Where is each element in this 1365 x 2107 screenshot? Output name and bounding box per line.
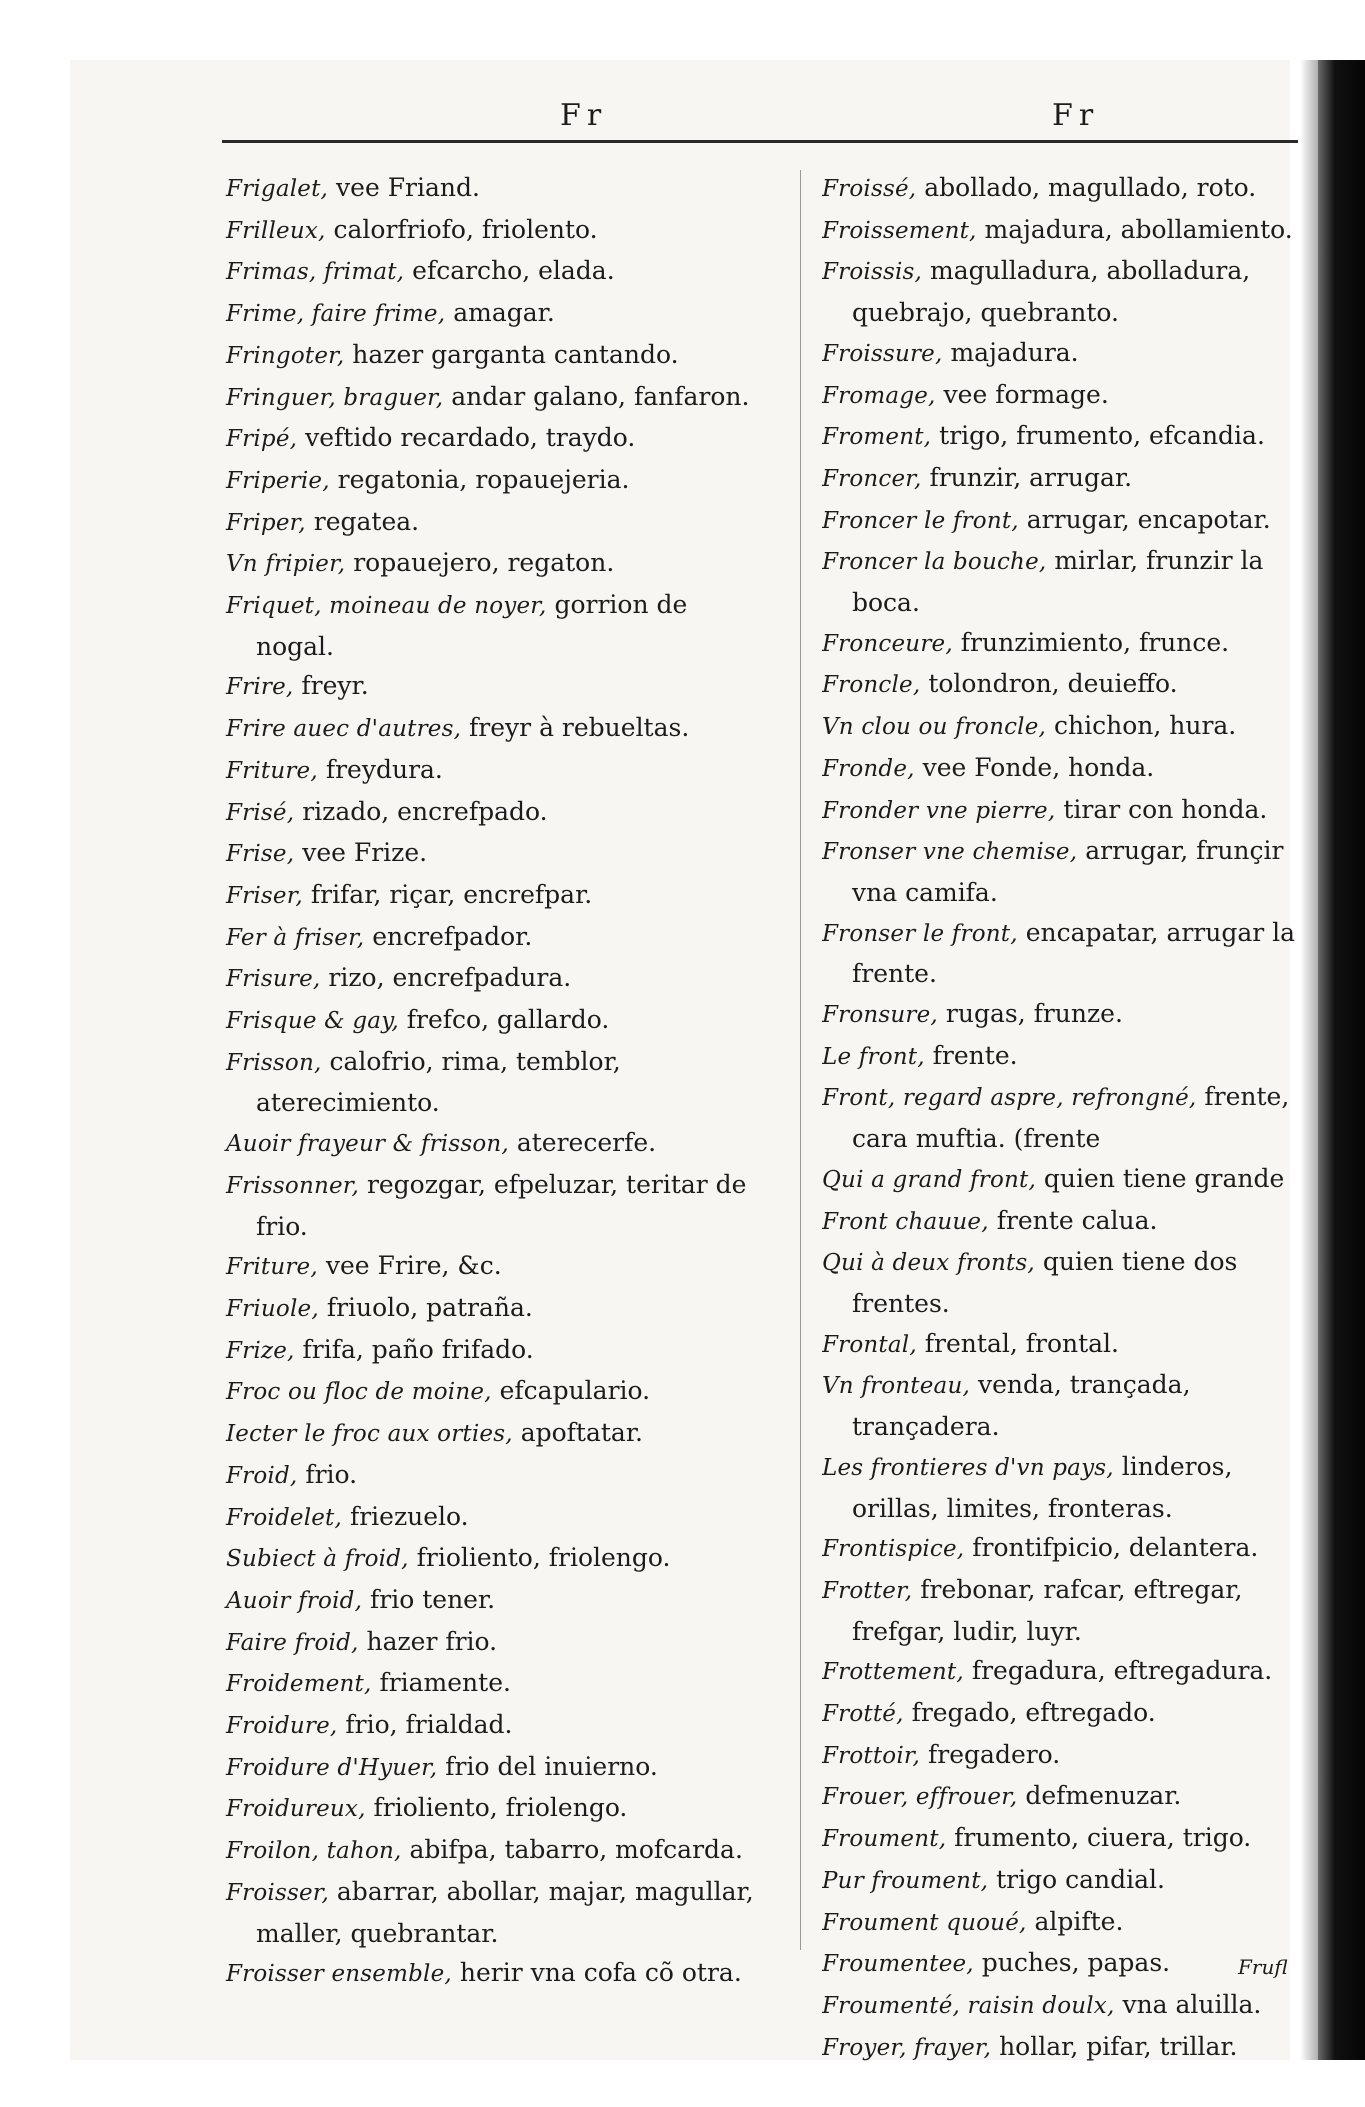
- dictionary-entry: [226, 1246, 771, 1288]
- entry-headword: Frontispice,: [822, 1536, 965, 1563]
- dictionary-entry: [226, 1830, 771, 1872]
- entry-translation: amagar.: [453, 298, 555, 328]
- dictionary-entry: [822, 1201, 1300, 1243]
- dictionary-entry: [822, 1902, 1300, 1944]
- entry-translation: efcapulario.: [499, 1376, 651, 1406]
- dictionary-entry: [822, 210, 1300, 252]
- entry-headword: Froidelet,: [226, 1504, 343, 1531]
- entry-translation: hazer garganta cantando.: [352, 339, 679, 369]
- entry-translation: frente, cara muftia. (frente: [852, 1082, 1290, 1154]
- entry-headword: Froilon, tahon,: [226, 1838, 402, 1865]
- entry-headword: Fripé,: [226, 426, 298, 453]
- entry-translation: rizado, encrefpado.: [302, 796, 548, 826]
- dictionary-entry: [822, 1365, 1300, 1446]
- entry-translation: frio tener.: [370, 1584, 496, 1614]
- entry-headword: Froissé,: [822, 176, 917, 202]
- entry-translation: venda, trançada, trançadera.: [852, 1370, 1191, 1442]
- entry-headword: Froissure,: [822, 340, 943, 367]
- entry-translation: vee formage.: [943, 379, 1109, 409]
- entry-headword: Froissis,: [822, 259, 923, 286]
- entry-headword: Frotter,: [822, 1577, 913, 1604]
- dictionary-entry: [822, 1651, 1300, 1693]
- entry-translation: andar galano, fanfaron.: [451, 381, 750, 411]
- header-rule-right: [818, 140, 1298, 143]
- column-divider: [800, 170, 801, 1950]
- entry-translation: puches, papas.: [981, 1948, 1171, 1978]
- entry-headword: Froid,: [226, 1462, 298, 1489]
- entry-headword: Frire auec d'autres,: [226, 716, 462, 743]
- entry-translation: arrugar, encapotar.: [1026, 504, 1271, 534]
- entry-headword: Frire,: [226, 674, 294, 701]
- dictionary-entry: [226, 210, 771, 252]
- entry-headword: Friperie,: [226, 467, 330, 494]
- dictionary-entry: [822, 416, 1300, 458]
- entry-translation: vee Frire, &c.: [325, 1251, 502, 1281]
- entry-translation: abifpa, tabarro, mofcarda.: [409, 1835, 743, 1865]
- dictionary-entry: [226, 1953, 771, 1995]
- dictionary-entry: [822, 913, 1300, 994]
- dictionary-entry: [226, 1371, 771, 1413]
- entry-translation: friuolo, patraña.: [326, 1292, 533, 1322]
- dictionary-entry: [226, 875, 771, 917]
- entry-headword: Froument quoué,: [822, 1909, 1027, 1936]
- entry-translation: frente.: [932, 1040, 1018, 1070]
- dictionary-entry: [226, 666, 771, 708]
- entry-headword: Fronceure,: [822, 630, 953, 657]
- entry-headword: Vn clou ou froncle,: [822, 714, 1047, 741]
- right-column: [822, 168, 1300, 2068]
- entry-translation: frebonar, rafcar, eftregar, frefgar, ludir, luyr.: [852, 1574, 1243, 1646]
- dictionary-entry: [822, 1985, 1300, 2027]
- entry-translation: ropauejero, regaton.: [353, 548, 615, 578]
- entry-translation: linderos, orillas, limites, fronteras.: [852, 1451, 1233, 1523]
- entry-headword: Fringuer, braguer,: [226, 384, 444, 411]
- dictionary-entry: [226, 917, 771, 959]
- entry-headword: Friser,: [226, 882, 303, 909]
- dictionary-entry: [822, 1324, 1300, 1366]
- entry-translation: calorfriofo, friolento.: [333, 214, 598, 244]
- entry-translation: herir vna cofa cõ otra.: [459, 1958, 742, 1988]
- entry-headword: Froidureux,: [226, 1796, 366, 1823]
- entry-headword: Iecter le froc aux orties,: [226, 1421, 513, 1448]
- entry-translation: apoftatar.: [520, 1418, 643, 1448]
- entry-translation: regatonia, ropauejeria.: [337, 464, 630, 494]
- entry-translation: friezuelo.: [349, 1501, 469, 1531]
- entry-translation: vna aluilla.: [1122, 1989, 1262, 2019]
- entry-headword: Qui à deux fronts,: [822, 1250, 1035, 1277]
- dictionary-entry: [822, 168, 1300, 210]
- dictionary-entry: [822, 1693, 1300, 1735]
- entry-translation: veftido recardado, traydo.: [305, 423, 636, 453]
- dictionary-entry: [822, 1447, 1300, 1528]
- entry-translation: vee Fonde, honda.: [922, 752, 1155, 782]
- dictionary-entry: [822, 1735, 1300, 1777]
- entry-translation: frunzimiento, frunce.: [960, 627, 1230, 657]
- entry-headword: Frise,: [226, 841, 295, 868]
- dictionary-entry: [226, 1622, 771, 1664]
- dictionary-entry: [226, 750, 771, 792]
- entry-translation: vee Friand.: [336, 173, 480, 202]
- entry-translation: tolondron, deuieffo.: [928, 669, 1178, 699]
- entry-headword: Froment,: [822, 424, 932, 451]
- dictionary-entry: [822, 1776, 1300, 1818]
- entry-headword: Front, regard aspre, refrongné,: [822, 1085, 1197, 1112]
- dictionary-entry: [226, 585, 771, 666]
- dictionary-entry: [226, 1538, 771, 1580]
- entry-headword: Fronser le front,: [822, 920, 1018, 947]
- entry-translation: frumento, ciuera, trigo.: [954, 1823, 1252, 1853]
- entry-translation: abarrar, abollar, majar, magullar, maller, quebrantar.: [256, 1876, 754, 1948]
- entry-translation: fregado, eftregado.: [911, 1698, 1156, 1728]
- entry-headword: Fromage,: [822, 382, 936, 409]
- entry-translation: freydura.: [325, 754, 443, 784]
- entry-translation: frefco, gallardo.: [406, 1005, 610, 1035]
- entry-headword: Frisure,: [226, 966, 321, 993]
- running-header-right: Fr: [1052, 98, 1100, 133]
- dictionary-entry: [822, 1159, 1300, 1201]
- entry-headword: Frouer, effrouer,: [822, 1784, 1018, 1811]
- entry-headword: Front chauue,: [822, 1208, 989, 1235]
- dictionary-entry: [822, 748, 1300, 790]
- entry-translation: alpifte.: [1034, 1906, 1124, 1936]
- entry-headword: Frottoir,: [822, 1742, 921, 1769]
- entry-headword: Frisque & gay,: [226, 1008, 399, 1035]
- entry-translation: frioliento, friolengo.: [416, 1543, 671, 1573]
- dictionary-entry: [226, 1123, 771, 1165]
- dictionary-entry: [226, 1872, 771, 1953]
- entry-translation: friamente.: [379, 1668, 511, 1698]
- entry-headword: Frime, faire frime,: [226, 301, 446, 328]
- dictionary-entry: [226, 1165, 771, 1246]
- dictionary-entry: [226, 708, 771, 750]
- entry-headword: Fringoter,: [226, 342, 345, 369]
- header-rule-left: [222, 140, 922, 143]
- entry-translation: frio, frialdad.: [345, 1710, 513, 1740]
- entry-headword: Froncer la bouche,: [822, 549, 1047, 576]
- entry-headword: Frize,: [226, 1337, 295, 1364]
- dictionary-entry: [226, 1042, 771, 1123]
- entry-translation: regozgar, efpeluzar, teritar de frio.: [256, 1169, 747, 1241]
- entry-headword: Frottement,: [822, 1659, 964, 1686]
- dictionary-entry: [822, 623, 1300, 665]
- dictionary-entry: [822, 664, 1300, 706]
- entry-headword: Pur froument,: [822, 1867, 989, 1894]
- dictionary-entry: [822, 251, 1300, 332]
- entry-headword: Fronsure,: [822, 1002, 938, 1029]
- dictionary-entry: [226, 1497, 771, 1539]
- entry-translation: majadura.: [950, 337, 1079, 367]
- dictionary-entry: [226, 1788, 771, 1830]
- entry-translation: majadura, abollamiento.: [984, 214, 1293, 244]
- entry-headword: Froc ou floc de moine,: [226, 1379, 492, 1406]
- dictionary-entry: [822, 500, 1300, 542]
- dictionary-entry: [822, 706, 1300, 748]
- entry-headword: Frilleux,: [226, 217, 326, 244]
- entry-headword: Frisé,: [226, 799, 295, 826]
- page-fold-shadow: [1300, 60, 1320, 2060]
- dictionary-entry: [226, 377, 771, 419]
- entry-translation: tirar con honda.: [1063, 794, 1268, 824]
- entry-translation: quien tiene grande: [1043, 1163, 1285, 1193]
- dictionary-entry: [822, 1818, 1300, 1860]
- entry-headword: Les frontieres d'vn pays,: [822, 1454, 1114, 1481]
- entry-headword: Froidure d'Hyuer,: [226, 1754, 438, 1781]
- entry-headword: Faire froid,: [226, 1629, 359, 1656]
- running-header-left: Fr: [560, 98, 608, 133]
- dictionary-entry: [226, 168, 771, 210]
- entry-headword: Le front,: [822, 1043, 925, 1070]
- dictionary-entry: [822, 1242, 1300, 1323]
- dictionary-entry: [822, 2027, 1300, 2069]
- entry-translation: rizo, encrefpadura.: [328, 963, 572, 993]
- entry-headword: Fronder vne pierre,: [822, 797, 1056, 824]
- dictionary-entry: [226, 502, 771, 544]
- entry-headword: Friture,: [226, 757, 318, 784]
- entry-translation: frunzir, arrugar.: [929, 462, 1133, 492]
- entry-translation: defmenuzar.: [1025, 1781, 1182, 1811]
- entry-headword: Frisson,: [226, 1049, 322, 1076]
- entry-headword: Vn fronteau,: [822, 1373, 970, 1400]
- dictionary-entry: [822, 1860, 1300, 1902]
- dictionary-entry: [226, 335, 771, 377]
- entry-translation: encapatar, arrugar la frente.: [852, 917, 1296, 989]
- entry-headword: Frissonner,: [226, 1172, 359, 1199]
- entry-translation: quien tiene dos frentes.: [852, 1247, 1238, 1318]
- dictionary-entry: [226, 460, 771, 502]
- entry-translation: frente calua.: [996, 1205, 1158, 1235]
- entry-headword: Froncer le front,: [822, 507, 1019, 534]
- entry-headword: Fronde,: [822, 755, 915, 782]
- dictionary-entry: [226, 1580, 771, 1622]
- entry-headword: Frontal,: [822, 1331, 917, 1358]
- entry-headword: Froyer, frayer,: [822, 2034, 992, 2061]
- entry-translation: efcarcho, elada.: [412, 256, 615, 286]
- entry-headword: Frotté,: [822, 1701, 904, 1728]
- dictionary-entry: [822, 375, 1300, 417]
- dictionary-entry: [226, 958, 771, 1000]
- dictionary-entry: [822, 1036, 1300, 1078]
- entry-translation: regatea.: [313, 506, 420, 536]
- entry-headword: Froidement,: [226, 1671, 372, 1698]
- entry-translation: frioliento, friolengo.: [373, 1793, 628, 1823]
- entry-headword: Fronser vne chemise,: [822, 839, 1078, 866]
- entry-translation: frontifpicio, delantera.: [972, 1533, 1259, 1563]
- entry-headword: Qui a grand front,: [822, 1166, 1036, 1193]
- entry-translation: frifa, paño frifado.: [302, 1334, 534, 1364]
- dictionary-entry: [226, 1747, 771, 1789]
- entry-headword: Auoir froid,: [226, 1587, 363, 1614]
- entry-headword: Froisser ensemble,: [226, 1961, 452, 1988]
- dictionary-entry: [226, 1455, 771, 1497]
- entry-headword: Froumenté, raisin doulx,: [822, 1992, 1115, 2019]
- dictionary-entry: [226, 293, 771, 335]
- entry-translation: freyr.: [301, 671, 369, 701]
- dictionary-entry: [226, 833, 771, 875]
- dictionary-entry: [226, 418, 771, 460]
- entry-headword: Friture,: [226, 1254, 318, 1281]
- dictionary-entry: [226, 1413, 771, 1455]
- entry-headword: Frigalet,: [226, 176, 329, 202]
- dictionary-entry: [226, 1663, 771, 1705]
- entry-headword: Froidure,: [226, 1713, 338, 1740]
- entry-translation: trigo, frumento, efcandia.: [939, 421, 1265, 451]
- dictionary-entry: [226, 1705, 771, 1747]
- entry-translation: rugas, frunze.: [945, 999, 1123, 1029]
- entry-headword: Froissement,: [822, 217, 977, 244]
- entry-translation: vee Frize.: [302, 838, 428, 868]
- dictionary-entry: [226, 543, 771, 585]
- entry-translation: calofrio, rima, temblor, aterecimiento.: [256, 1046, 621, 1118]
- dictionary-entry: [822, 1528, 1300, 1570]
- dictionary-entry: [822, 831, 1300, 912]
- dictionary-entry: [822, 994, 1300, 1036]
- left-column: [226, 168, 771, 1995]
- dictionary-entry: [226, 1330, 771, 1372]
- entry-translation: chichon, hura.: [1054, 711, 1237, 741]
- dictionary-entry: [822, 1943, 1300, 1985]
- dictionary-entry: [822, 458, 1300, 500]
- entry-headword: Froument,: [822, 1826, 947, 1853]
- dictionary-entry: [822, 790, 1300, 832]
- dictionary-entry: [226, 1288, 771, 1330]
- entry-translation: mirlar, frunzir la boca.: [852, 546, 1264, 618]
- entry-headword: Froumentee,: [822, 1951, 974, 1978]
- entry-headword: Froisser,: [226, 1879, 329, 1906]
- entry-headword: Auoir frayeur & frisson,: [226, 1131, 509, 1158]
- catchword: Frufl: [1238, 1955, 1288, 1979]
- entry-headword: Friquet, moineau de noyer,: [226, 593, 547, 620]
- entry-translation: hazer frio.: [366, 1626, 498, 1656]
- entry-translation: trigo candial.: [996, 1864, 1165, 1894]
- entry-translation: frio del inuierno.: [445, 1751, 658, 1781]
- entry-translation: abollado, magullado, roto.: [924, 173, 1257, 202]
- entry-headword: Froncer,: [822, 465, 922, 492]
- page-edge-shadow: [1318, 60, 1365, 2060]
- entry-translation: hollar, pifar, trillar.: [999, 2031, 1238, 2061]
- entry-headword: Friuole,: [226, 1295, 319, 1322]
- dictionary-entry: [226, 792, 771, 834]
- dictionary-entry: [822, 333, 1300, 375]
- entry-headword: Friper,: [226, 509, 306, 536]
- entry-translation: magulladura, abolladura, quebrajo, quebranto.: [852, 256, 1251, 328]
- entry-headword: Froncle,: [822, 672, 921, 699]
- entry-translation: arrugar, frunçir vna camifa.: [852, 836, 1284, 907]
- entry-headword: Subiect à froid,: [226, 1546, 409, 1573]
- entry-translation: frifar, riçar, encrefpar.: [310, 879, 593, 909]
- entry-translation: frental, frontal.: [924, 1328, 1119, 1358]
- entry-headword: Fer à friser,: [226, 924, 365, 951]
- entry-headword: Vn fripier,: [226, 551, 346, 578]
- entry-translation: fregadura, eftregadura.: [971, 1656, 1273, 1686]
- dictionary-entry: [822, 1077, 1300, 1158]
- dictionary-entry: [226, 251, 771, 293]
- entry-translation: freyr à rebueltas.: [469, 713, 690, 743]
- dictionary-entry: [822, 1570, 1300, 1651]
- entry-headword: Frimas, frimat,: [226, 259, 405, 286]
- dictionary-entry: [226, 1000, 771, 1042]
- entry-translation: encrefpador.: [372, 921, 533, 951]
- entry-translation: frio.: [305, 1459, 358, 1489]
- entry-translation: aterecerfe.: [516, 1128, 657, 1158]
- dictionary-entry: [822, 541, 1300, 622]
- entry-translation: gorrion de nogal.: [256, 590, 688, 661]
- entry-translation: fregadero.: [928, 1739, 1061, 1769]
